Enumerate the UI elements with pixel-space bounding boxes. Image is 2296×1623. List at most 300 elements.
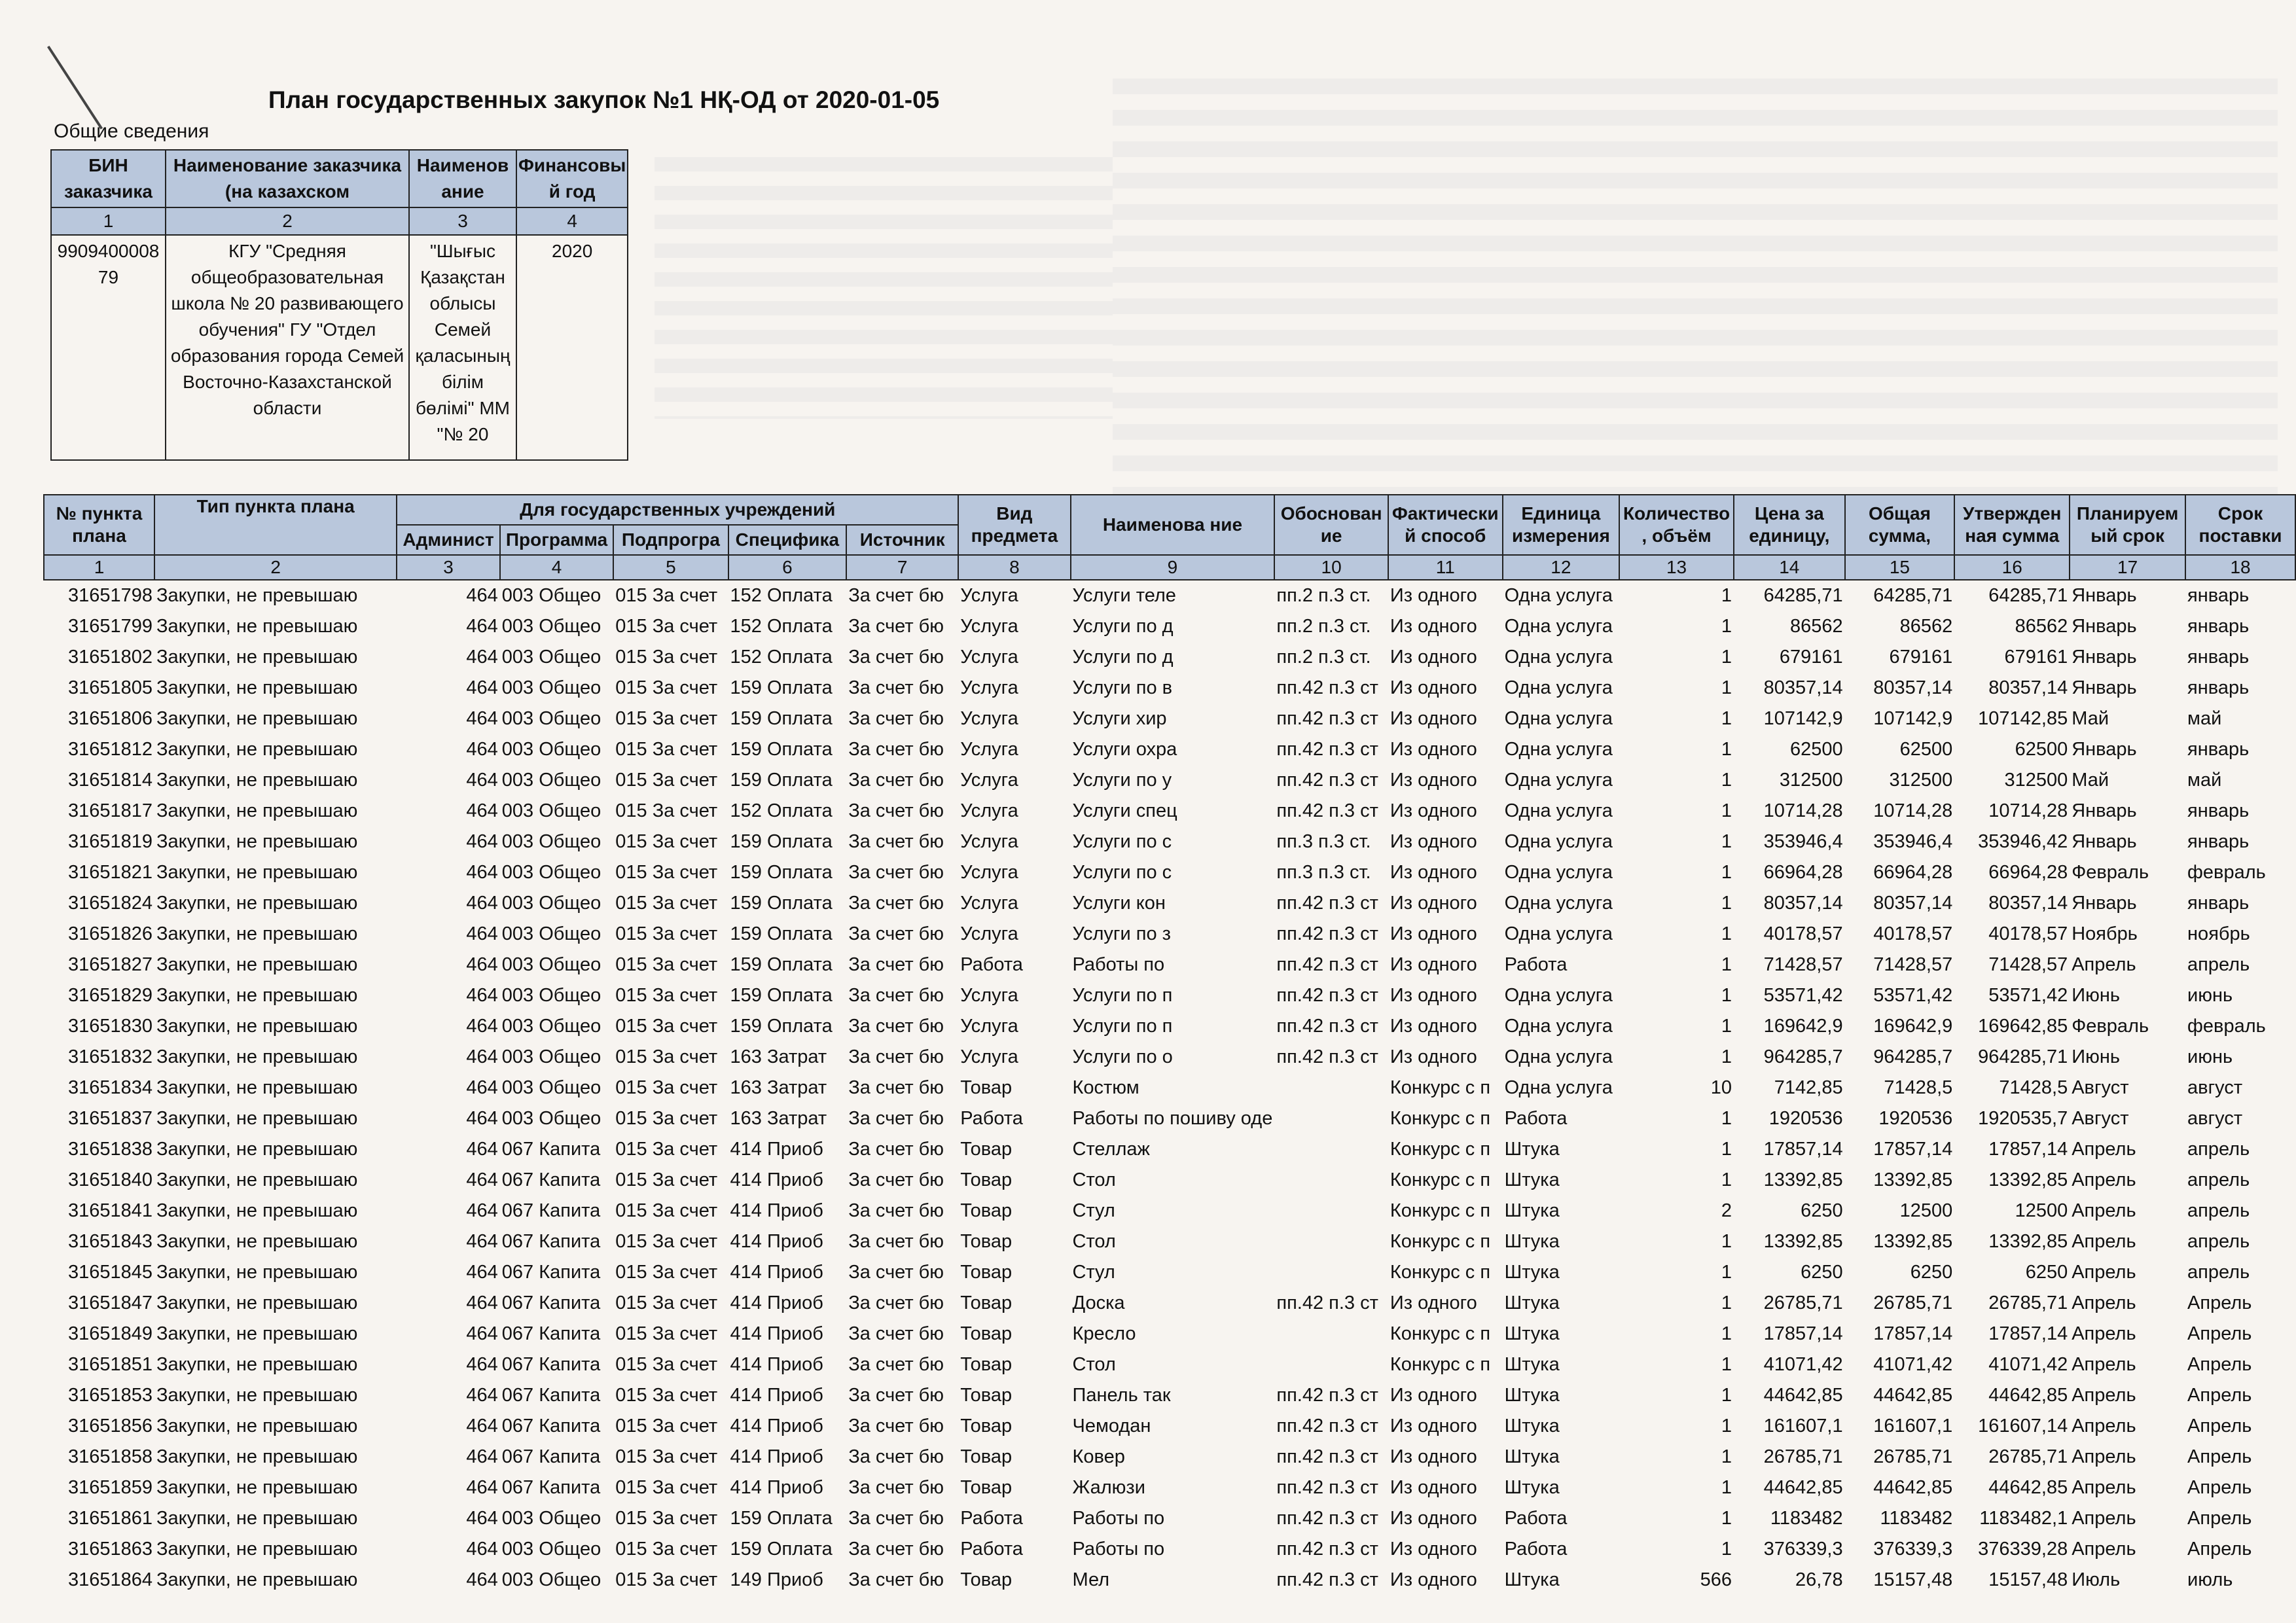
cell-administrator: 464 — [466, 1323, 498, 1344]
cell-delivery-period: Апрель — [2187, 1354, 2252, 1375]
cell-plan-item-number: 31651858 — [67, 1446, 152, 1467]
cell-program: 067 Капита — [501, 1477, 601, 1498]
cell-actual-method: Из одного — [1390, 1569, 1477, 1590]
cell-administrator: 464 — [466, 1385, 498, 1406]
header-item-name: Наименова ние — [1071, 495, 1275, 555]
cell-plan-item-type: Закупки, не превышаю — [156, 1354, 358, 1375]
cell-justification — [1274, 1349, 1388, 1380]
cell-administrator: 464 — [466, 1293, 498, 1313]
cell-item-name: Услуги кон — [1072, 893, 1166, 914]
cell-plan-item-number: 31651832 — [67, 1046, 152, 1067]
cell-subject-type: Товар — [960, 1477, 1013, 1498]
cell-unit-price: 71428,57 — [1763, 954, 1843, 975]
general-info-table — [50, 149, 628, 461]
cell-item-name: Работы по пошиву оде — [1072, 1108, 1273, 1129]
table-row — [44, 642, 2295, 673]
cell-unit-price: 80357,14 — [1763, 677, 1843, 698]
header-total-amount: Общая сумма, — [1845, 495, 1955, 555]
cell-item-name: Услуги по у — [1072, 770, 1172, 791]
cell-subject-type: Работа — [960, 954, 1023, 975]
cell-plan-item-type: Закупки, не превышаю — [156, 800, 358, 821]
cell-unit: Штука — [1504, 1231, 1560, 1252]
cell-plan-item-type: Закупки, не превышаю — [156, 1262, 358, 1283]
cell-item-name: Костюм — [1072, 1077, 1139, 1098]
cell-subprogram: 015 За счет — [615, 1477, 718, 1498]
cell-justification: пп.42 п.3 ст — [1276, 677, 1378, 698]
cell-plan-item-number: 31651849 — [67, 1323, 152, 1344]
cell-justification: пп.2 п.3 ст. — [1276, 616, 1371, 637]
cell-planned-period: Июль — [2072, 1569, 2121, 1590]
column-number: 15 — [1845, 555, 1955, 580]
general-info-label: Общие сведения — [54, 120, 209, 142]
cell-subprogram: 015 За счет — [615, 800, 718, 821]
cell-total-amount: 1183482 — [1880, 1508, 1953, 1529]
cell-quantity: 1 — [1721, 1231, 1732, 1252]
cell-plan-item-type: Закупки, не превышаю — [156, 647, 358, 668]
cell-program: 067 Капита — [501, 1416, 601, 1436]
cell-specifics: 414 Приоб — [730, 1446, 823, 1467]
cell-administrator: 464 — [466, 1046, 498, 1067]
table-row — [44, 980, 2295, 1011]
cell-justification: пп.42 п.3 ст — [1276, 770, 1378, 791]
cell-unit: Одна услуга — [1504, 1077, 1613, 1098]
cell-total-amount: 15157,48 — [1873, 1569, 1953, 1590]
cell-program: 003 Общео — [501, 985, 601, 1006]
table-row — [44, 673, 2295, 704]
table-row — [44, 1073, 2295, 1103]
cell-total-amount: 71428,5 — [1884, 1077, 1953, 1098]
table-row — [44, 1165, 2295, 1196]
cell-unit-price: 44642,85 — [1763, 1385, 1843, 1406]
main-number-row — [44, 555, 2295, 580]
cell-specifics: 163 Затрат — [730, 1077, 827, 1098]
cell-quantity: 1 — [1721, 1323, 1732, 1344]
cell-source: За счет бю — [848, 1446, 944, 1467]
cell-delivery-period: Апрель — [2187, 1508, 2252, 1529]
cell-unit: Штука — [1504, 1569, 1560, 1590]
cell-source: За счет бю — [848, 1293, 944, 1313]
column-number: 16 — [1954, 555, 2070, 580]
cell-item-name: Стеллаж — [1072, 1139, 1150, 1160]
cell-subject-type: Товар — [960, 1231, 1013, 1252]
cell-program: 003 Общео — [501, 1016, 601, 1037]
cell-justification: пп.42 п.3 ст — [1276, 1416, 1378, 1436]
cell-item-name: Работы по — [1072, 1539, 1165, 1560]
cell-subject-type: Товар — [960, 1262, 1013, 1283]
cell-total-amount: 26785,71 — [1873, 1446, 1953, 1467]
cell-plan-item-type: Закупки, не превышаю — [156, 923, 358, 944]
header-fiscal-year: Финансовы й год — [516, 150, 628, 207]
procurement-rows — [44, 580, 2295, 1596]
cell-program: 067 Капита — [501, 1139, 601, 1160]
cell-plan-item-type: Закупки, не превышаю — [156, 862, 358, 883]
cell-item-name: Услуги спец — [1072, 800, 1177, 821]
cell-subprogram: 015 За счет — [615, 1200, 718, 1221]
cell-program: 003 Общео — [501, 1539, 601, 1560]
cell-subject-type: Услуга — [960, 770, 1018, 791]
cell-unit-price: 13392,85 — [1763, 1231, 1843, 1252]
cell-source: За счет бю — [848, 862, 944, 883]
cell-program: 003 Общео — [501, 1046, 601, 1067]
cell-subprogram: 015 За счет — [615, 1046, 718, 1067]
cell-plan-item-number: 31651817 — [67, 800, 152, 821]
cell-total-amount: 40178,57 — [1873, 923, 1953, 944]
cell-actual-method: Из одного — [1390, 770, 1477, 791]
cell-subprogram: 015 За счет — [615, 1262, 718, 1283]
column-number: 10 — [1274, 555, 1388, 580]
cell-planned-period: Апрель — [2072, 1139, 2136, 1160]
column-number: 9 — [1071, 555, 1275, 580]
cell-actual-method: Из одного — [1390, 800, 1477, 821]
table-row — [44, 796, 2295, 827]
cell-unit: Штука — [1504, 1323, 1560, 1344]
cell-program: 067 Капита — [501, 1262, 601, 1283]
cell-unit: Одна услуга — [1504, 831, 1613, 852]
cell-source: За счет бю — [848, 616, 944, 637]
cell-plan-item-type: Закупки, не превышаю — [156, 831, 358, 852]
header-government-institutions: Для государственных учреждений — [397, 495, 958, 525]
table-row — [44, 611, 2295, 642]
cell-quantity: 1 — [1721, 1293, 1732, 1313]
cell-quantity: 1 — [1721, 1354, 1732, 1375]
cell-program: 003 Общео — [501, 954, 601, 975]
cell-source: За счет бю — [848, 1169, 944, 1190]
cell-planned-period: Апрель — [2072, 1385, 2136, 1406]
cell-actual-method: Из одного — [1390, 1477, 1477, 1498]
cell-justification: пп.42 п.3 ст — [1276, 1508, 1378, 1529]
cell-justification: пп.42 п.3 ст — [1276, 800, 1378, 821]
cell-justification: пп.3 п.3 ст. — [1276, 862, 1371, 883]
cell-item-name: Услуги по с — [1072, 862, 1172, 883]
cell-planned-period: Февраль — [2072, 862, 2149, 883]
cell-quantity: 1 — [1721, 1262, 1732, 1283]
cell-planned-period: Январь — [2072, 585, 2137, 606]
cell-item-name: Услуги по п — [1072, 1016, 1173, 1037]
cell-specifics: 159 Оплата — [730, 770, 833, 791]
cell-total-amount: 13392,85 — [1873, 1231, 1953, 1252]
cell-quantity: 1 — [1721, 677, 1732, 698]
cell-plan-item-type: Закупки, не превышаю — [156, 708, 358, 729]
cell-quantity: 1 — [1721, 616, 1732, 637]
cell-subject-type: Услуга — [960, 739, 1018, 760]
cell-source: За счет бю — [848, 1508, 944, 1529]
cell-approved-amount: 26785,71 — [1988, 1293, 2068, 1313]
cell-approved-amount: 71428,5 — [1999, 1077, 2068, 1098]
table-row — [44, 1011, 2295, 1042]
cell-approved-amount: 86562 — [2015, 616, 2068, 637]
header-actual-method: Фактически й способ — [1388, 495, 1503, 555]
cell-delivery-period: январь — [2187, 831, 2250, 852]
cell-administrator: 464 — [466, 862, 498, 883]
cell-specifics: 152 Оплата — [730, 800, 833, 821]
cell-delivery-period: Апрель — [2187, 1539, 2252, 1560]
cell-planned-period: Январь — [2072, 893, 2137, 914]
cell-delivery-period: май — [2187, 770, 2222, 791]
cell-plan-item-number: 31651843 — [67, 1231, 152, 1252]
cell-plan-item-type: Закупки, не превышаю — [156, 1539, 358, 1560]
column-number: 11 — [1388, 555, 1503, 580]
cell-plan-item-type: Закупки, не превышаю — [156, 1385, 358, 1406]
cell-administrator: 464 — [466, 1539, 498, 1560]
general-header-row — [51, 150, 628, 207]
cell-item-name: Услуги по в — [1072, 677, 1173, 698]
cell-justification — [1274, 1319, 1388, 1349]
cell-total-amount: 6250 — [1910, 1262, 1953, 1283]
cell-delivery-period: апрель — [2187, 1262, 2250, 1283]
fiscal-year-value: 2020 — [516, 235, 628, 460]
cell-specifics: 163 Затрат — [730, 1046, 827, 1067]
cell-item-name: Ковер — [1072, 1446, 1125, 1467]
cell-plan-item-type: Закупки, не превышаю — [156, 1108, 358, 1129]
cell-subprogram: 015 За счет — [615, 616, 718, 637]
cell-unit-price: 53571,42 — [1763, 985, 1843, 1006]
cell-delivery-period: июнь — [2187, 1046, 2233, 1067]
cell-quantity: 566 — [1700, 1569, 1732, 1590]
cell-approved-amount: 312500 — [2004, 770, 2068, 791]
cell-justification — [1274, 1073, 1388, 1103]
cell-actual-method: Из одного — [1390, 954, 1477, 975]
cell-plan-item-type: Закупки, не превышаю — [156, 585, 358, 606]
cell-plan-item-number: 31651821 — [67, 862, 152, 883]
cell-unit-price: 86562 — [1789, 616, 1843, 637]
header-administrator: Админист — [397, 525, 500, 555]
cell-quantity: 1 — [1721, 1139, 1732, 1160]
cell-subprogram: 015 За счет — [615, 1139, 718, 1160]
cell-specifics: 414 Приоб — [730, 1200, 823, 1221]
cell-total-amount: 353946,4 — [1873, 831, 1953, 852]
cell-specifics: 159 Оплата — [730, 831, 833, 852]
cell-quantity: 1 — [1721, 739, 1732, 760]
cell-unit: Штука — [1504, 1354, 1560, 1375]
cell-specifics: 152 Оплата — [730, 616, 833, 637]
column-number: 13 — [1619, 555, 1734, 580]
table-row — [44, 734, 2295, 765]
cell-unit: Одна услуга — [1504, 893, 1613, 914]
cell-item-name: Услуги хир — [1072, 708, 1167, 729]
header-planned-period: Планируем ый срок — [2070, 495, 2185, 555]
cell-delivery-period: апрель — [2187, 954, 2250, 975]
cell-item-name: Стол — [1072, 1354, 1116, 1375]
cell-specifics: 159 Оплата — [730, 923, 833, 944]
cell-plan-item-type: Закупки, не превышаю — [156, 985, 358, 1006]
cell-unit-price: 10714,28 — [1763, 800, 1843, 821]
cell-approved-amount: 169642,85 — [1978, 1016, 2068, 1037]
column-number: 3 — [409, 207, 516, 235]
cell-unit-price: 1183482 — [1770, 1508, 1843, 1529]
cell-subject-type: Работа — [960, 1508, 1023, 1529]
table-row — [44, 1103, 2295, 1134]
table-row — [44, 1319, 2295, 1349]
cell-item-name: Стол — [1072, 1169, 1116, 1190]
cell-approved-amount: 13392,85 — [1988, 1169, 2068, 1190]
cell-plan-item-number: 31651851 — [67, 1354, 152, 1375]
cell-item-name: Стул — [1072, 1200, 1115, 1221]
cell-specifics: 414 Приоб — [730, 1169, 823, 1190]
cell-delivery-period: август — [2187, 1077, 2243, 1098]
cell-actual-method: Конкурс с п — [1390, 1139, 1491, 1160]
table-row — [44, 1380, 2295, 1411]
cell-unit: Одна услуга — [1504, 1016, 1613, 1037]
bleed-through-background — [655, 157, 1113, 419]
cell-subprogram: 015 За счет — [615, 1169, 718, 1190]
cell-specifics: 414 Приоб — [730, 1262, 823, 1283]
cell-plan-item-number: 31651826 — [67, 923, 152, 944]
cell-source: За счет бю — [848, 770, 944, 791]
cell-subprogram: 015 За счет — [615, 708, 718, 729]
cell-approved-amount: 53571,42 — [1988, 985, 2068, 1006]
header-program: Программа — [500, 525, 613, 555]
cell-unit-price: 312500 — [1779, 770, 1843, 791]
cell-source: За счет бю — [848, 1385, 944, 1406]
cell-total-amount: 169642,9 — [1873, 1016, 1953, 1037]
cell-item-name: Доска — [1072, 1293, 1125, 1313]
table-row — [44, 1565, 2295, 1596]
cell-actual-method: Из одного — [1390, 708, 1477, 729]
cell-approved-amount: 964285,71 — [1978, 1046, 2068, 1067]
cell-subject-type: Товар — [960, 1569, 1013, 1590]
cell-subprogram: 015 За счет — [615, 1016, 718, 1037]
cell-total-amount: 66964,28 — [1873, 862, 1953, 883]
cell-unit: Одна услуга — [1504, 985, 1613, 1006]
cell-source: За счет бю — [848, 1231, 944, 1252]
cell-justification: пп.42 п.3 ст — [1276, 708, 1378, 729]
cell-unit: Одна услуга — [1504, 770, 1613, 791]
cell-program: 003 Общео — [501, 1108, 601, 1129]
cell-actual-method: Из одного — [1390, 831, 1477, 852]
cell-subject-type: Товар — [960, 1169, 1013, 1190]
cell-item-name: Чемодан — [1072, 1416, 1151, 1436]
cell-delivery-period: Апрель — [2187, 1385, 2252, 1406]
cell-unit: Работа — [1504, 1508, 1568, 1529]
cell-plan-item-number: 31651812 — [67, 739, 152, 760]
header-quantity: Количество , объём — [1619, 495, 1734, 555]
cell-delivery-period: июнь — [2187, 985, 2233, 1006]
cell-administrator: 464 — [466, 739, 498, 760]
cell-unit: Работа — [1504, 1108, 1568, 1129]
cell-subject-type: Работа — [960, 1539, 1023, 1560]
cell-actual-method: Из одного — [1390, 862, 1477, 883]
cell-source: За счет бю — [848, 1323, 944, 1344]
procurement-plan-table — [43, 494, 2296, 1596]
cell-unit: Штука — [1504, 1446, 1560, 1467]
cell-administrator: 464 — [466, 985, 498, 1006]
cell-program: 067 Капита — [501, 1323, 601, 1344]
cell-planned-period: Апрель — [2072, 1477, 2136, 1498]
cell-subprogram: 015 За счет — [615, 1293, 718, 1313]
column-number: 4 — [516, 207, 628, 235]
cell-plan-item-number: 31651847 — [67, 1293, 152, 1313]
cell-unit: Штука — [1504, 1477, 1560, 1498]
cell-subject-type: Товар — [960, 1200, 1013, 1221]
cell-plan-item-number: 31651814 — [67, 770, 152, 791]
cell-source: За счет бю — [848, 585, 944, 606]
cell-program: 003 Общео — [501, 831, 601, 852]
cell-program: 003 Общео — [501, 708, 601, 729]
cell-justification: пп.42 п.3 ст — [1276, 893, 1378, 914]
cell-administrator: 464 — [466, 1416, 498, 1436]
cell-plan-item-number: 31651798 — [67, 585, 152, 606]
cell-planned-period: Август — [2072, 1108, 2129, 1129]
cell-approved-amount: 6250 — [2025, 1262, 2068, 1283]
table-row — [44, 1442, 2295, 1472]
cell-administrator: 464 — [466, 1354, 498, 1375]
cell-plan-item-number: 31651853 — [67, 1385, 152, 1406]
cell-planned-period: Январь — [2072, 831, 2137, 852]
cell-total-amount: 12500 — [1899, 1200, 1953, 1221]
column-number: 5 — [613, 555, 728, 580]
cell-planned-period: Апрель — [2072, 1169, 2136, 1190]
cell-unit-price: 161607,1 — [1763, 1416, 1843, 1436]
header-subject-type: Вид предмета — [958, 495, 1070, 555]
cell-plan-item-type: Закупки, не превышаю — [156, 739, 358, 760]
table-row — [44, 1503, 2295, 1534]
cell-total-amount: 17857,14 — [1873, 1323, 1953, 1344]
table-row — [44, 857, 2295, 888]
header-delivery-period: Срок поставки — [2185, 495, 2295, 555]
cell-delivery-period: август — [2187, 1108, 2243, 1129]
cell-administrator: 464 — [466, 1446, 498, 1467]
cell-planned-period: Апрель — [2072, 1200, 2136, 1221]
cell-total-amount: 13392,85 — [1873, 1169, 1953, 1190]
cell-actual-method: Конкурс с п — [1390, 1108, 1491, 1129]
cell-quantity: 10 — [1710, 1077, 1732, 1098]
table-row — [44, 827, 2295, 857]
cell-source: За счет бю — [848, 985, 944, 1006]
cell-approved-amount: 40178,57 — [1988, 923, 2068, 944]
cell-actual-method: Из одного — [1390, 985, 1477, 1006]
cell-actual-method: Из одного — [1390, 1539, 1477, 1560]
cell-source: За счет бю — [848, 1200, 944, 1221]
table-row — [44, 704, 2295, 734]
column-number: 6 — [728, 555, 847, 580]
cell-quantity: 2 — [1721, 1200, 1732, 1221]
cell-justification: пп.42 п.3 ст — [1276, 1477, 1378, 1498]
cell-actual-method: Из одного — [1390, 1016, 1477, 1037]
cell-unit-price: 26785,71 — [1763, 1446, 1843, 1467]
cell-planned-period: Апрель — [2072, 1293, 2136, 1313]
cell-program: 003 Общео — [501, 616, 601, 637]
cell-delivery-period: январь — [2187, 739, 2250, 760]
cell-unit-price: 107142,9 — [1763, 708, 1843, 729]
cell-unit-price: 353946,4 — [1763, 831, 1843, 852]
cell-subprogram: 015 За счет — [615, 954, 718, 975]
table-row — [44, 580, 2295, 611]
cell-approved-amount: 80357,14 — [1988, 677, 2068, 698]
cell-approved-amount: 71428,57 — [1988, 954, 2068, 975]
cell-unit: Одна услуга — [1504, 800, 1613, 821]
cell-administrator: 464 — [466, 800, 498, 821]
cell-unit: Штука — [1504, 1200, 1560, 1221]
cell-total-amount: 86562 — [1899, 616, 1953, 637]
cell-subprogram: 015 За счет — [615, 985, 718, 1006]
cell-justification: пп.2 п.3 ст. — [1276, 585, 1371, 606]
cell-plan-item-number: 31651824 — [67, 893, 152, 914]
cell-approved-amount: 80357,14 — [1988, 893, 2068, 914]
cell-actual-method: Конкурс с п — [1390, 1354, 1491, 1375]
cell-plan-item-number: 31651856 — [67, 1416, 152, 1436]
cell-program: 003 Общео — [501, 770, 601, 791]
cell-justification: пп.42 п.3 ст — [1276, 954, 1378, 975]
table-row — [44, 1196, 2295, 1226]
cell-actual-method: Из одного — [1390, 616, 1477, 637]
main-header-row-1 — [44, 495, 2295, 525]
cell-subprogram: 015 За счет — [615, 770, 718, 791]
cell-subprogram: 015 За счет — [615, 739, 718, 760]
cell-item-name: Услуги по д — [1072, 616, 1174, 637]
cell-planned-period: Май — [2072, 708, 2109, 729]
cell-actual-method: Конкурс с п — [1390, 1200, 1491, 1221]
cell-plan-item-number: 31651864 — [67, 1569, 152, 1590]
